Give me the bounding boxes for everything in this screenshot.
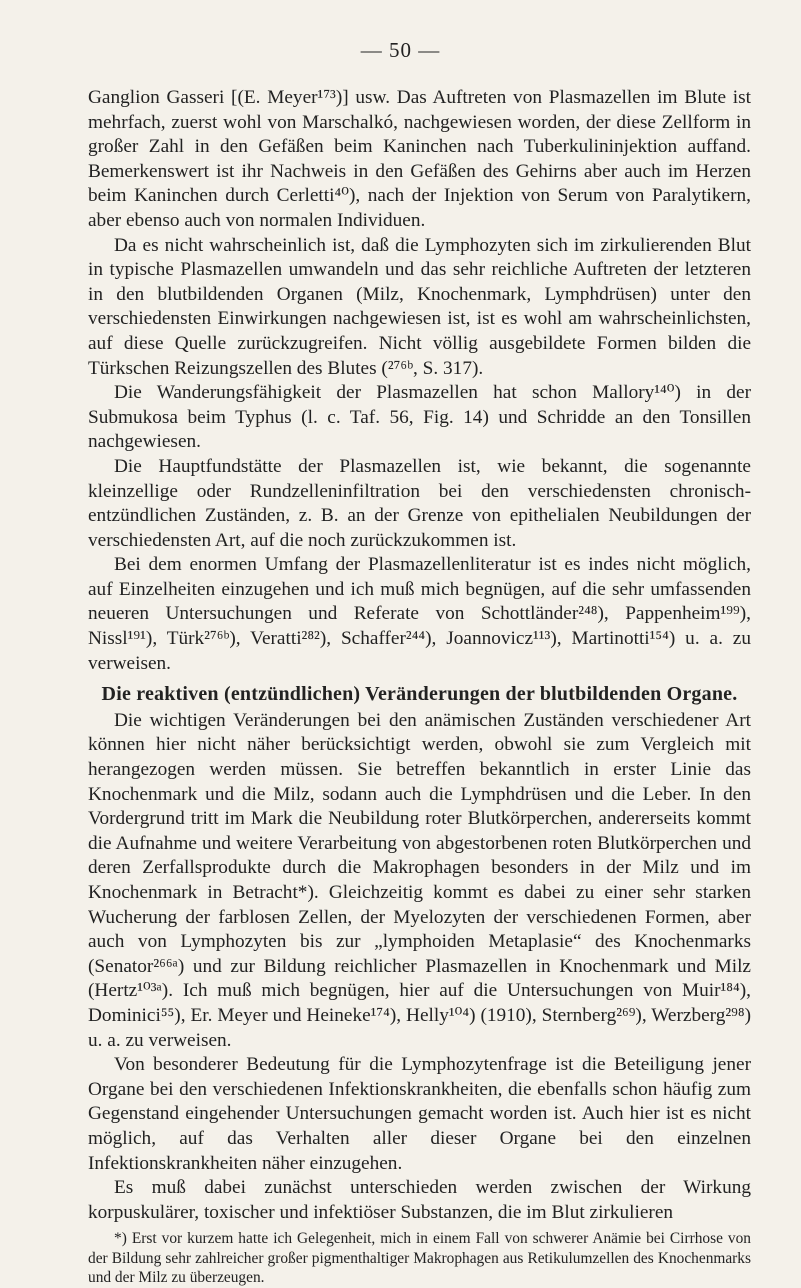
paragraph: Die Wanderungsfähigkeit der Plasmazellen hat schon Mallory¹⁴⁰) in der Submukosa beim Typhus (l. c. Taf. 56, Fig. 14) und Schridde an den Tonsillen nachgewiesen. xyxy=(88,382,751,453)
paragraph: Es muß dabei zunächst unterschieden werden zwischen der Wirkung korpuskulärer, toxischer und infektiöser Substanzen, die im Blut zirkulieren xyxy=(88,1177,751,1223)
paragraph: Da es nicht wahrscheinlich ist, daß die Lymphozyten sich im zirkulierenden Blut in typische Plasmazellen umwandeln und das sehr reichliche Auftreten der letzteren in den blutbildenden Organen (Milz, Knochenmark, Lymphdrüsen) unter den verschiedensten Einwirkungen nachgewiesen ist, ist es wohl am wahrscheinlichsten, auf diese Quelle zurückzugreifen. Nicht völlig ausgebildete Formen bilden die Türkschen Reizungszellen des Blutes (²⁷⁶ᵇ, S. 317). xyxy=(88,234,751,379)
paragraph: Bei dem enormen Umfang der Plasmazellenliteratur ist es indes nicht möglich, auf Einzelheiten einzugehen und ich muß mich begnügen, auf die sehr umfassenden neueren Untersuchungen und Referate von Schottländer²⁴⁸), Pappenheim¹⁹⁹), Nissl¹⁹¹), Türk²⁷⁶ᵇ), Veratti²⁸²), Schaffer²⁴⁴), Joannovicz¹¹³), Martinotti¹⁵⁴) u. a. zu verweisen. xyxy=(88,554,751,674)
page-number: — 50 — xyxy=(360,38,441,62)
paragraph: Ganglion Gasseri [(E. Meyer¹⁷³)] usw. Das Auftreten von Plasmazellen im Blute ist mehrfach, zuerst wohl von Marschalkó, nachgewiesen worden, der diese Zellform in großer Zahl in den Gefäßen beim Kaninchen nach Tuberkulininjektion auffand. Bemerkenswert ist ihr Nachweis in den Gefäßen des Gehirns aber auch im Herzen beim Kaninchen durch Cerletti⁴⁰), nach der Injektion von Serum von Paralytikern, aber ebenso auch von normalen Individuen. xyxy=(88,87,751,231)
paragraph: Die wichtigen Veränderungen bei den anämischen Zuständen verschiedener Art können hier nicht näher berücksichtigt werden, obwohl sie zum Vergleich mit herangezogen werden müssen. Sie betreffen bekanntlich in erster Linie das Knochenmark und die Milz, sodann auch die Lymphdrüsen und die Leber. In den Vordergrund tritt im Mark die Neubildung roter Blutkörperchen, andererseits kommt die Aufnahme und weitere Verarbeitung von abgestorbenen roten Blutkörperchen und deren Zerfallsprodukte durch die Makrophagen besonders in der Milz und im Knochenmark in Betracht*). Gleichzeitig kommt es dabei zu einer sehr starken Wucherung der farblosen Zellen, der Myelozyten der verschiedenen Formen, aber auch von Lymphozyten bis zur „lymphoiden Metaplasie“ des Knochenmarks (Senator²⁶⁶ᵃ) und zur Bildung reichlicher Plasmazellen in Knochenmark und Milz (Hertz¹⁰³ᵃ). Ich muß mich begnügen, hier auf die Untersuchungen von Muir¹⁸⁴), Dominici⁵⁵), Er. Meyer und Heineke¹⁷⁴), Helly¹⁰⁴) (1910), Sternberg²⁶⁹), Werzberg²⁹⁸) u. a. zu verweisen. xyxy=(88,709,751,1051)
paragraph: Die Hauptfundstätte der Plasmazellen ist, wie bekannt, die sogenannte kleinzellige oder Rundzelleninfiltration bei den verschiedensten chronisch-entzündlichen Zuständen, z. B. an der Grenze von epithelialen Neubildungen der verschiedensten Art, auf die noch zurückzukommen ist. xyxy=(88,455,751,551)
body-text xyxy=(88,86,751,1288)
footnote: *) Erst vor kurzem hatte ich Gelegenheit, mich in einem Fall von schwerer Anämie bei Cirrhose von der Bildung sehr zahlreicher großer pigmenthaltiger Makrophagen aus Retikulumzellen des Knochenmarks und der Milz zu überzeugen. xyxy=(88,1230,751,1287)
section-heading: Die reaktiven (entzündlichen) Veränderungen der blutbildenden Organe. xyxy=(101,683,738,706)
paragraph: Von besonderer Bedeutung für die Lymphozytenfrage ist die Beteiligung jener Organe bei den verschiedenen Infektionskrankheiten, die ebenfalls schon häufig zum Gegenstand eingehender Untersuchungen gemacht worden ist. Auch hier ist es nicht möglich, auf das Verhalten aller dieser Organe bei den einzelnen Infektionskrankheiten näher einzugehen. xyxy=(88,1054,751,1174)
